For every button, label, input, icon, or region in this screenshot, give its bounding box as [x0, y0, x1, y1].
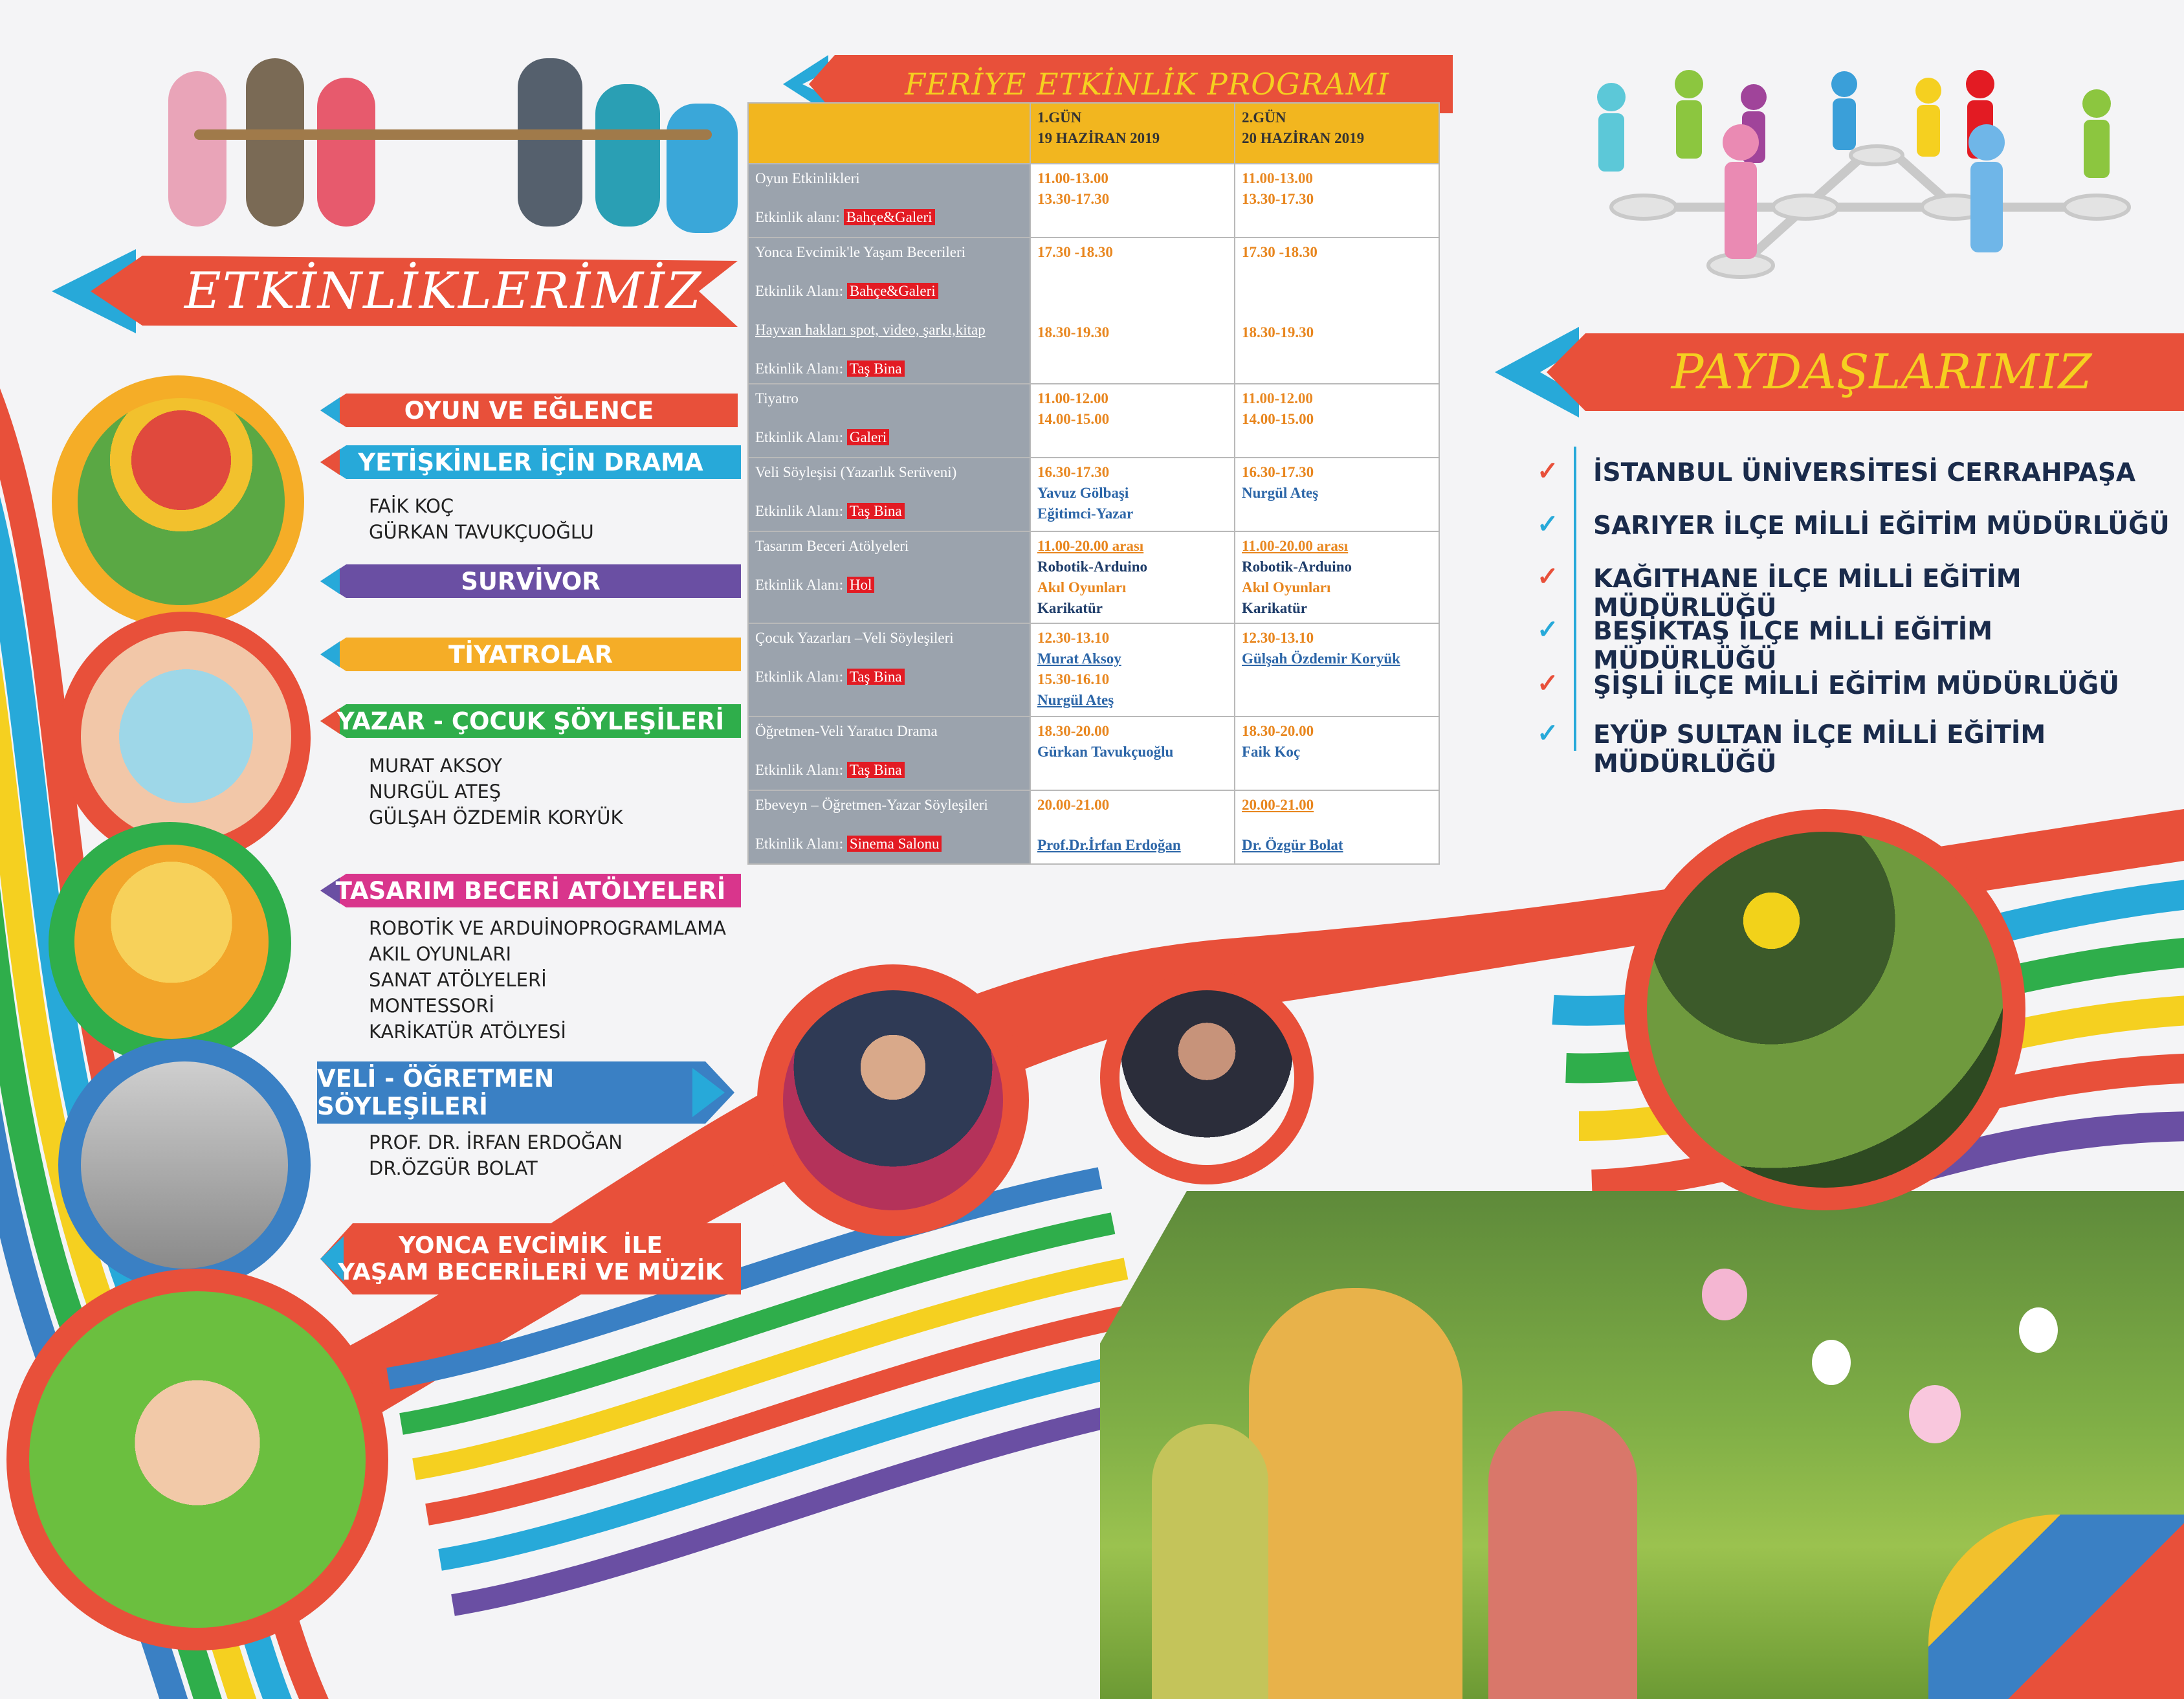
- person-name: PROF. DR. İRFAN ERDOĞAN: [369, 1131, 623, 1153]
- area-tag: Taş Bina: [847, 762, 905, 778]
- activity-cell: [748, 384, 1030, 458]
- child-figure: [595, 84, 660, 227]
- schedule-row: [748, 790, 1439, 864]
- partner-item: ŞİŞLİ İLÇE MİLLİ EĞİTİM MÜDÜRLÜĞÜ: [1593, 671, 2119, 700]
- workshop-name: KARİKATÜR ATÖLYESİ: [369, 1021, 566, 1043]
- activity-cell: [748, 458, 1030, 531]
- parachute-fabric: [1928, 1515, 2184, 1699]
- child-figure: [667, 104, 738, 233]
- speaker-ozgur-bolat-photo: [1120, 990, 1294, 1165]
- yonca-evcimik-photo: [29, 1291, 366, 1628]
- person-name: DR.ÖZGÜR BOLAT: [369, 1157, 538, 1179]
- activity-label: SURVİVOR: [461, 567, 601, 595]
- time: 11.00-13.00: [1037, 170, 1109, 186]
- time: 14.00-15.00: [1037, 411, 1110, 427]
- day2-cell: [1235, 458, 1439, 531]
- time: 20.00-21.00: [1037, 797, 1110, 813]
- speaker[interactable]: Murat Aksoy: [1037, 650, 1121, 667]
- activity-label: VELİ - ÖĞRETMEN SÖYLEŞİLERİ: [317, 1065, 555, 1120]
- schedule-row: [748, 164, 1439, 238]
- partner-item: İSTANBUL ÜNİVERSİTESİ CERRAHPAŞA: [1593, 458, 2136, 487]
- activity-name: Tasarım Beceri Atölyeleri: [755, 538, 909, 554]
- time: 17.30 -18.30: [1242, 244, 1318, 260]
- person-name: NURGÜL ATEŞ: [369, 781, 502, 803]
- day2-cell: [1235, 623, 1439, 716]
- activity-name: Yonca Evcimik'le Yaşam Becerileri: [755, 244, 966, 260]
- workshop-name: ROBOTİK VE ARDUİNOPROGRAMLAMA: [369, 917, 726, 939]
- schedule-table-container: [747, 102, 1446, 865]
- area-label: Etkinlik Alanı:: [755, 669, 844, 685]
- time: 16.30-17.30: [1242, 464, 1314, 480]
- partners-heading: [1495, 327, 2184, 417]
- workshop-name: MONTESSORİ: [369, 995, 494, 1017]
- time: 13.30-17.30: [1037, 191, 1110, 207]
- workshop: Karikatür: [1037, 600, 1103, 616]
- partner-item: BEŞİKTAŞ İLÇE MİLLİ EĞİTİM MÜDÜRLÜĞÜ: [1593, 617, 1993, 675]
- activity-ribbon-oyun[interactable]: [320, 394, 738, 427]
- tug-of-war-photo: [129, 45, 744, 239]
- network-lines: [1644, 155, 2097, 265]
- day1-cell: [1030, 623, 1235, 716]
- activity-label: YAZAR - ÇOCUK ŞÖYLEŞİLERİ: [336, 707, 725, 735]
- day1-cell: [1030, 164, 1235, 238]
- time: 11.00-20.00 arası: [1242, 538, 1349, 554]
- activity-name: Çocuk Yazarları –Veli Söyleşileri: [755, 630, 954, 646]
- workshop-list: [369, 915, 726, 1045]
- area-tag: Bahçe&Galeri: [847, 283, 938, 299]
- activity-ribbon-veli[interactable]: [317, 1061, 734, 1124]
- activity-label-line2: YAŞAM BECERİLERİ VE MÜZİK: [338, 1259, 723, 1285]
- speaker[interactable]: Dr. Özgür Bolat: [1242, 837, 1343, 853]
- activity-area: [755, 427, 1023, 448]
- area-label: Etkinlik alanı:: [755, 209, 840, 225]
- activity-name: Tiyatro: [755, 390, 799, 406]
- check-icon: ✓: [1537, 562, 1559, 591]
- activity-name: Hayvan hakları spot, video, şarkı,kitap: [755, 322, 986, 338]
- activity-area: [755, 281, 1023, 302]
- stakeholders-network-graphic: [1592, 58, 2148, 317]
- workshop: Robotik-Arduino: [1037, 559, 1147, 575]
- activity-name: Oyun Etkinlikleri: [755, 170, 860, 186]
- activity-label: TİYATROLAR: [448, 640, 613, 669]
- activity-ribbon-survivor[interactable]: [320, 564, 741, 598]
- activity-ribbon-yazar[interactable]: [320, 704, 741, 738]
- activity-area: [755, 575, 1023, 595]
- day2-date: 20 HAZİRAN 2019: [1242, 130, 1365, 146]
- time: 18.30-20.00: [1037, 723, 1110, 739]
- partners-heading-text: PAYDAŞLARIMIZ: [1671, 344, 2092, 400]
- workshop-name: AKIL OYUNLARI: [369, 943, 512, 965]
- girl-figure: [1488, 1411, 1637, 1699]
- activity-label: OYUN VE EĞLENCE: [404, 396, 654, 425]
- area-tag: Hol: [847, 577, 875, 593]
- speaker: Gürkan Tavukçuoğlu: [1037, 744, 1174, 760]
- check-icon: ✓: [1537, 510, 1559, 539]
- robotics-kids-photo: [81, 1061, 288, 1269]
- partner-item: EYÜP SULTAN İLÇE MİLLİ EĞİTİM MÜDÜRLÜĞÜ: [1593, 720, 2046, 779]
- activity-ribbon-tasarim[interactable]: [320, 874, 741, 907]
- schedule-table: [747, 102, 1440, 865]
- day1-cell: [1030, 531, 1235, 623]
- schedule-row: [748, 238, 1439, 384]
- person-name: GÜRKAN TAVUKÇUOĞLU: [369, 521, 594, 543]
- day2-title: 2.GÜN: [1242, 109, 1286, 126]
- speaker: Faik Koç: [1242, 744, 1301, 760]
- area-label: Etkinlik Alanı:: [755, 283, 844, 299]
- schedule-row: [748, 623, 1439, 716]
- child-figure: [317, 78, 375, 227]
- area-label: Etkinlik Alanı:: [755, 429, 844, 445]
- person-name: MURAT AKSOY: [369, 755, 502, 777]
- schedule-row: [748, 458, 1439, 531]
- time: 16.30-17.30: [1037, 464, 1110, 480]
- area-label: Etkinlik Alanı:: [755, 503, 844, 519]
- activity-label: YETİŞKİNLER İÇİN DRAMA: [358, 448, 703, 476]
- speaker[interactable]: Prof.Dr.İrfan Erdoğan: [1037, 837, 1181, 853]
- time: 20.00-21.00: [1242, 797, 1314, 813]
- time: 18.30-19.30: [1037, 324, 1110, 340]
- activity-area: [755, 760, 1023, 781]
- day1-title: 1.GÜN: [1037, 109, 1082, 126]
- speaker: Nurgül Ateş: [1242, 485, 1319, 501]
- area-tag: Bahçe&Galeri: [844, 209, 935, 225]
- schedule-row: [748, 384, 1439, 458]
- day2-cell: [1235, 531, 1439, 623]
- time: 17.30 -18.30: [1037, 244, 1113, 260]
- time: 12.30-13.10: [1242, 630, 1314, 646]
- venue-aerial-photo: [1647, 832, 2003, 1188]
- schedule-row: [748, 531, 1439, 623]
- time: 14.00-15.00: [1242, 411, 1314, 427]
- time: 11.00-20.00 arası: [1037, 538, 1144, 554]
- check-icon: ✓: [1537, 669, 1559, 698]
- time: 18.30-20.00: [1242, 723, 1314, 739]
- day2-cell: [1235, 238, 1439, 384]
- check-icon: ✓: [1537, 719, 1559, 748]
- activity-name: Öğretmen-Veli Yaratıcı Drama: [755, 723, 938, 739]
- area-tag: Galeri: [847, 429, 889, 445]
- day1-cell: [1030, 458, 1235, 531]
- park-children-photo: [1100, 1191, 2184, 1699]
- program-heading-text: FERİYE ETKİNLİK PROGRAMI: [905, 67, 1389, 102]
- area-label: Etkinlik Alanı:: [755, 836, 844, 852]
- workshop-name: SANAT ATÖLYELERİ: [369, 969, 547, 991]
- day1-cell: [1030, 790, 1235, 864]
- activity-area: [755, 667, 1023, 687]
- person-name: FAİK KOÇ: [369, 495, 454, 517]
- activity-cell: [748, 623, 1030, 716]
- area-label: Etkinlik Alanı:: [755, 762, 844, 778]
- time: 15.30-16.10: [1037, 671, 1110, 687]
- girl-figure: [1249, 1288, 1462, 1699]
- writer-people-list: [369, 753, 623, 830]
- schedule-row: [748, 716, 1439, 790]
- time: 18.30-19.30: [1242, 324, 1314, 340]
- workshop: Akıl Oyunları: [1037, 579, 1127, 595]
- check-icon: ✓: [1537, 616, 1559, 644]
- world-map-hands-photo: [81, 631, 291, 841]
- check-icon: ✓: [1537, 457, 1559, 485]
- activity-area: [755, 359, 1023, 379]
- area-label: Etkinlik Alanı:: [755, 361, 844, 377]
- balloon-decoration: [2019, 1307, 2058, 1353]
- activity-cell: [748, 790, 1030, 864]
- day1-cell: [1030, 716, 1235, 790]
- child-figure: [246, 58, 304, 227]
- day1-cell: [1030, 384, 1235, 458]
- day2-cell: [1235, 790, 1439, 864]
- area-tag: Taş Bina: [847, 503, 905, 519]
- time: 12.30-13.10: [1037, 630, 1110, 646]
- day2-cell: [1235, 164, 1439, 238]
- schedule-header-empty: [748, 103, 1030, 164]
- schedule-header-row: [748, 103, 1439, 164]
- speaker[interactable]: Gülşah Özdemir Koryük: [1242, 650, 1400, 667]
- workshop: Karikatür: [1242, 600, 1307, 616]
- area-tag: Taş Bina: [847, 361, 905, 377]
- balloon-decoration: [1909, 1385, 1961, 1443]
- speaker-irfan-erdogan-photo: [783, 990, 1003, 1210]
- activity-area: [755, 834, 1023, 854]
- activity-ribbon-drama[interactable]: [320, 445, 741, 479]
- activity-label-line1: YONCA EVCİMİK İLE: [399, 1232, 663, 1259]
- activity-area: [755, 501, 1023, 522]
- children-play-photo: [78, 398, 285, 605]
- partner-item: SARIYER İLÇE MİLLİ EĞİTİM MÜDÜRLÜĞÜ: [1593, 511, 2170, 540]
- day1-date: 19 HAZİRAN 2019: [1037, 130, 1160, 146]
- time: 13.30-17.30: [1242, 191, 1314, 207]
- activities-heading: [52, 249, 738, 333]
- time: 11.00-13.00: [1242, 170, 1313, 186]
- day2-cell: [1235, 716, 1439, 790]
- partners-divider: [1574, 447, 1576, 751]
- speaker-title: Eğitimci-Yazar: [1037, 505, 1134, 522]
- girl-figure: [1152, 1424, 1268, 1699]
- parent-teacher-people-list: [369, 1129, 623, 1181]
- time: 11.00-12.00: [1242, 390, 1313, 406]
- activity-label: TASARIM BECERİ ATÖLYELERİ: [335, 876, 726, 905]
- activity-ribbon-yonca[interactable]: [320, 1223, 741, 1294]
- activity-ribbon-tiyatrolar[interactable]: [320, 638, 741, 671]
- day1-cell: [1030, 238, 1235, 384]
- workshop: Akıl Oyunları: [1242, 579, 1331, 595]
- time: 11.00-12.00: [1037, 390, 1109, 406]
- drama-people-list: [369, 493, 594, 545]
- activity-name: Veli Söyleşisi (Yazarlık Serüveni): [755, 464, 957, 480]
- speaker[interactable]: Nurgül Ateş: [1037, 692, 1114, 708]
- area-label: Etkinlik Alanı:: [755, 577, 844, 593]
- child-reading-photo: [74, 845, 269, 1039]
- area-tag: Taş Bina: [847, 669, 905, 685]
- workshop: Robotik-Arduino: [1242, 559, 1352, 575]
- speaker: Yavuz Gölbaşi: [1037, 485, 1129, 501]
- partner-item: KAĞITHANE İLÇE MİLLİ EĞİTİM MÜDÜRLÜĞÜ: [1593, 564, 2022, 623]
- child-figure: [168, 71, 226, 227]
- activities-heading-text: ETKİNLİKLERİMİZ: [184, 262, 703, 320]
- balloon-decoration: [1812, 1340, 1851, 1385]
- rope: [194, 129, 712, 140]
- child-figure: [518, 58, 582, 227]
- activity-cell: [748, 164, 1030, 238]
- day2-cell: [1235, 384, 1439, 458]
- day1-header: [1030, 103, 1235, 164]
- activity-cell: [748, 238, 1030, 384]
- area-tag: Sinema Salonu: [847, 836, 942, 852]
- activity-area: [755, 207, 1023, 228]
- person-name: GÜLŞAH ÖZDEMİR KORYÜK: [369, 806, 623, 828]
- activity-cell: [748, 716, 1030, 790]
- day2-header: [1235, 103, 1439, 164]
- activity-cell: [748, 531, 1030, 623]
- balloon-decoration: [1702, 1269, 1747, 1320]
- activity-name: Ebeveyn – Öğretmen-Yazar Söyleşileri: [755, 797, 988, 813]
